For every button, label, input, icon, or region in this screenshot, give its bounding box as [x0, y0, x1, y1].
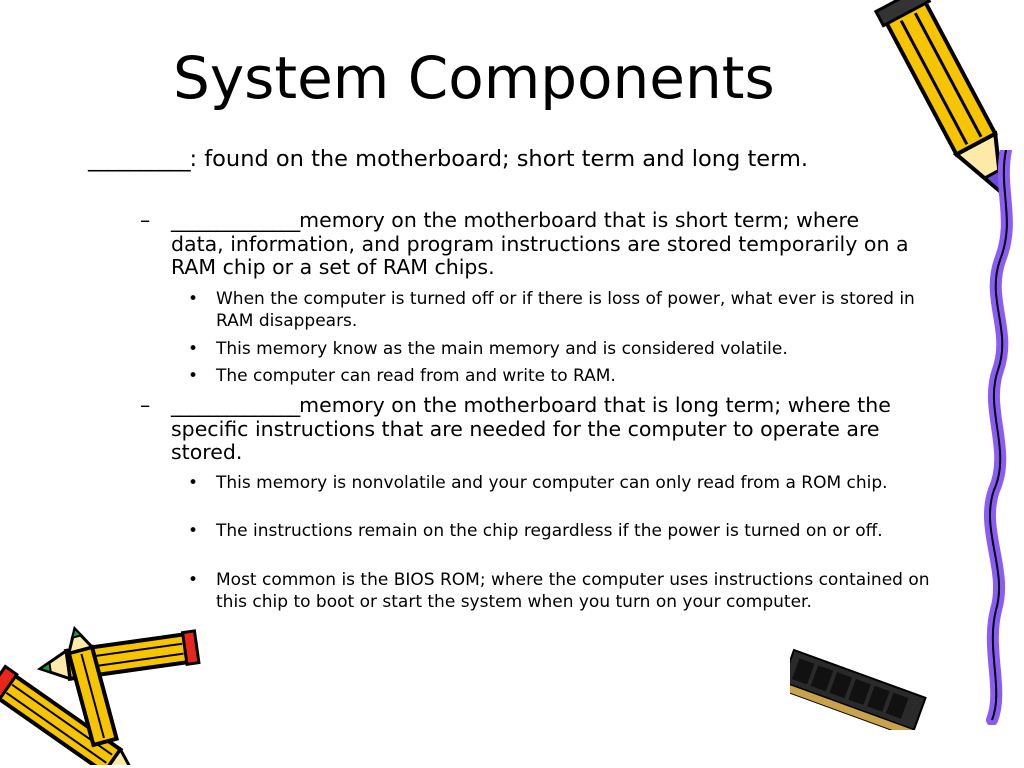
rom-sub-point-text: Most common is the BIOS ROM; where the computer uses instructions contained on this chip to boot or start the system when you turn on your computer. — [216, 570, 930, 612]
ram-sub-point-text: The computer can read from and write to RAM. — [216, 366, 616, 386]
rom-sub-point-text: This memory is nonvolatile and your computer can only read from a ROM chip. — [216, 473, 888, 493]
dot-bullet: • — [188, 339, 199, 359]
slide-title: System Components — [173, 44, 775, 112]
dot-bullet: • — [188, 473, 199, 493]
ram-sub-point — [188, 289, 948, 332]
fill-in-blank: __________ — [88, 146, 190, 172]
rom-sub-point — [188, 570, 948, 613]
rom-sub-point-text: The instructions remain on the chip regardless if the power is turned on or off. — [216, 521, 883, 541]
main-point — [88, 146, 928, 173]
dot-bullet: • — [188, 570, 199, 590]
ram-chip-image — [790, 640, 940, 730]
dash-bullet: – — [140, 208, 151, 232]
main-point-text: : found on the motherboard; short term and long term. — [189, 146, 809, 172]
dot-bullet: • — [188, 289, 199, 309]
rom-point — [140, 394, 910, 465]
purple-squiggle — [968, 150, 1024, 725]
fill-in-blank: ______________ — [171, 208, 300, 232]
rom-sub-point — [188, 473, 948, 495]
rom-point-text: memory on the motherboard that is long term; where the specific instructions that are needed for the computer to operate are stored. — [171, 393, 891, 464]
ram-sub-point — [188, 339, 948, 361]
fill-in-blank: ______________ — [171, 393, 300, 417]
dash-bullet: – — [140, 393, 151, 417]
rom-sub-point — [188, 521, 948, 543]
ram-point — [140, 209, 910, 280]
dot-bullet: • — [188, 366, 199, 386]
dot-bullet: • — [188, 521, 199, 541]
ram-point-text: memory on the motherboard that is short term; where data, information, and program instructions are stored temporarily on a RAM chip or a set of RAM chips. — [171, 208, 909, 279]
ram-sub-point-text: This memory know as the main memory and is considered volatile. — [216, 339, 788, 359]
ram-sub-point — [188, 366, 948, 388]
ram-sub-point-text: When the computer is turned off or if there is loss of power, what ever is stored in RAM disappears. — [216, 289, 915, 331]
crossed-pencils-clipart — [0, 615, 215, 765]
